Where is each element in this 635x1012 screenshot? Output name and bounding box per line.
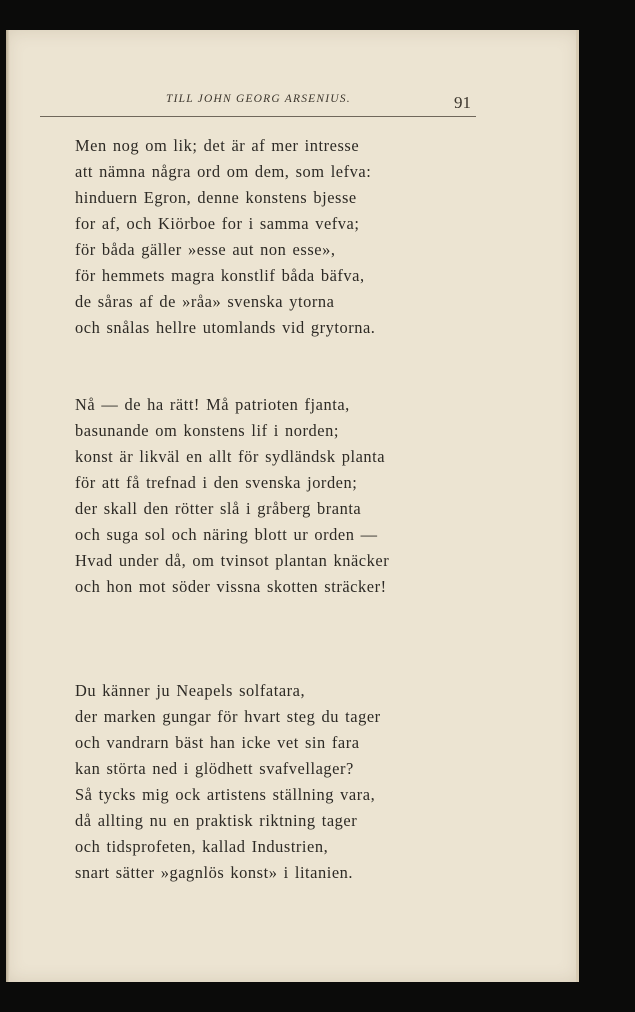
page-number: 91 xyxy=(454,93,471,112)
stanza-2 xyxy=(75,392,389,600)
verse-line: Nå — de ha rätt! Må patrioten fjanta, xyxy=(75,395,350,414)
verse-line: och hon mot söder vissna skotten sträcker! xyxy=(75,577,387,596)
verse-line: att nämna några ord om dem, som lefva: xyxy=(75,162,372,181)
verse-line: och snålas hellre utomlands vid grytorna. xyxy=(75,318,376,337)
stanza-3 xyxy=(75,678,381,886)
verse-line: for af, och Kiörboe for i samma vefva; xyxy=(75,214,360,233)
verse-line: för att få trefnad i den svenska jorden; xyxy=(75,473,358,492)
verse-line: hinduern Egron, denne konstens bjesse xyxy=(75,188,357,207)
verse-line: Så tycks mig ock artistens ställning vara, xyxy=(75,785,376,804)
verse-line: för båda gäller »esse aut non esse», xyxy=(75,240,336,259)
verse-line: de såras af de »råa» svenska ytorna xyxy=(75,292,335,311)
verse-line: konst är likväl en allt för sydländsk planta xyxy=(75,447,386,466)
verse-line: der skall den rötter slå i gråberg branta xyxy=(75,499,362,518)
verse-line: för hemmets magra konstlif båda bäfva, xyxy=(75,266,365,285)
verse-line: Men nog om lik; det är af mer intresse xyxy=(75,136,360,155)
running-head: TILL JOHN GEORG ARSENIUS. xyxy=(166,93,351,105)
page-fore-edge xyxy=(576,30,579,982)
book-page xyxy=(6,30,579,982)
verse-line: och vandrarn bäst han icke vet sin fara xyxy=(75,733,360,752)
verse-line: basunande om konstens lif i norden; xyxy=(75,421,339,440)
verse-line: och tidsprofeten, kallad Industrien, xyxy=(75,837,329,856)
verse-line: kan störta ned i glödhett svafvellager? xyxy=(75,759,354,778)
verse-line: och suga sol och näring blott ur orden — xyxy=(75,525,378,544)
header-rule xyxy=(40,116,476,117)
verse-line: der marken gungar för hvart steg du tager xyxy=(75,707,381,726)
verse-line: Hvad under då, om tvinsot plantan knäcker xyxy=(75,551,390,570)
verse-line: Du känner ju Neapels solfatara, xyxy=(75,681,306,700)
verse-line: snart sätter »gagnlös konst» i litanien. xyxy=(75,863,354,882)
page-gutter-edge xyxy=(6,30,10,982)
stanza-1 xyxy=(75,133,375,341)
verse-line: då allting nu en praktisk riktning tager xyxy=(75,811,358,830)
